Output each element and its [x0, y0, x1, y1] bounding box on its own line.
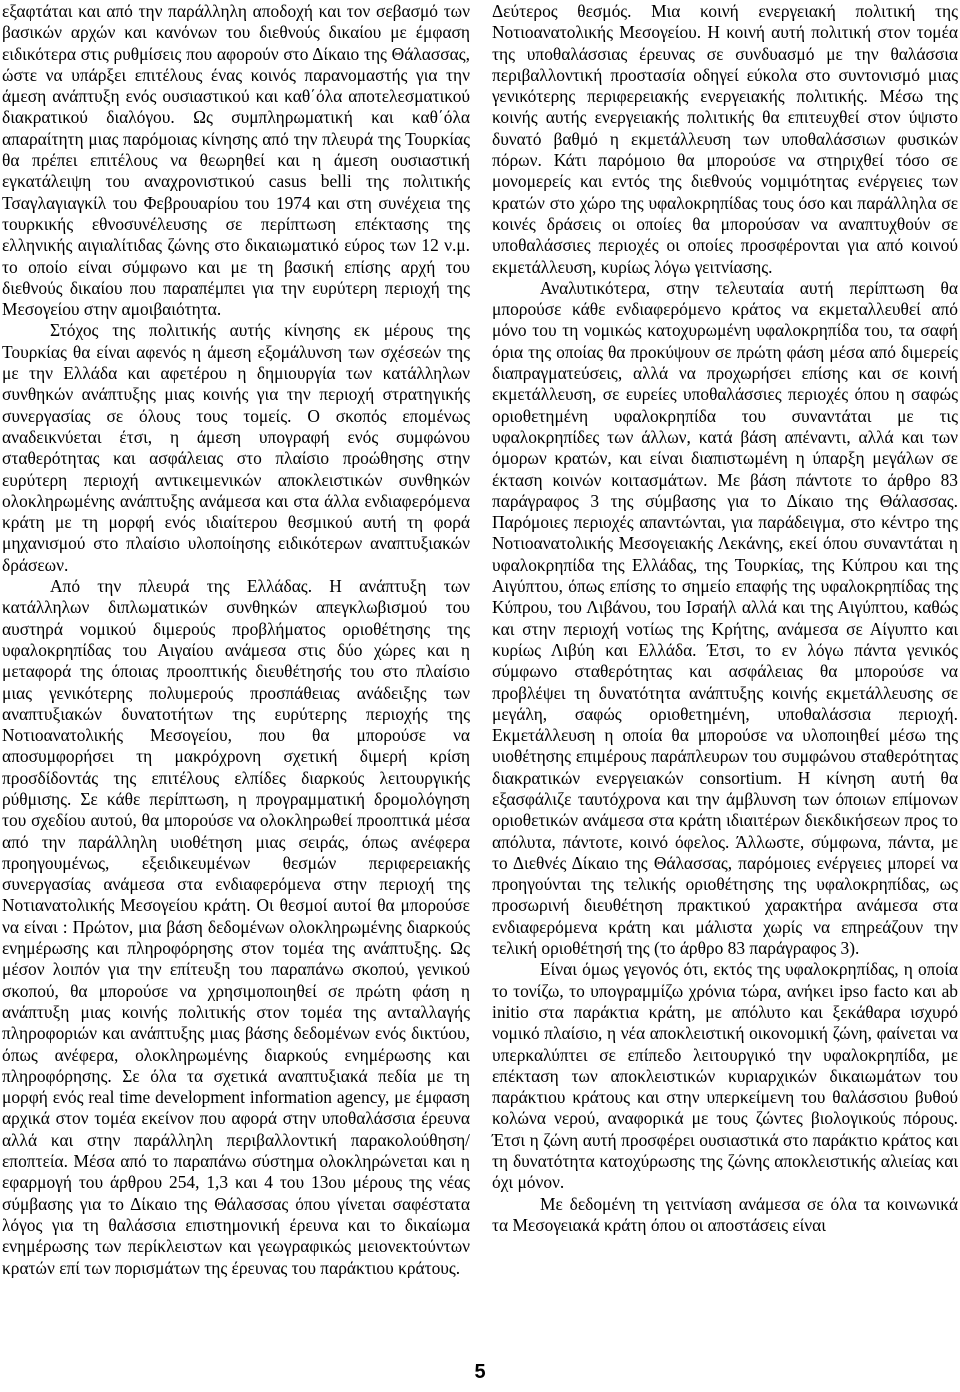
right-paragraph-1: Δεύτερος θεσμός. Μια κοινή ενεργειακή πολιτική της Νοτιοανατολικής Μεσογείου. Η κοινή αυτή πολιτική στον τομέα της υποθαλάσσιας έρευνας σε συνδυασμό με την θαλάσσια περιβαλλοντική προστασία οδηγεί εύκολα στο συντονισμό μιας γενικότερης περιφερειακής ενεργειακής πολιτικής. Μέσω της κοινής αυτής ενεργειακής πολιτικής θα επιτευχθεί στον ύψιστο δυνατό βαθμό η εκμετάλλευση των υποθαλάσσιων φυσικών πόρων. Κάτι παρόμοιο θα μπορούσε να στηριχθεί τόσο σε μονομερείς και εντός της διεθνούς νομιμότητας ενέργειες των κρατών στο χώρο της υφαλοκρηπίδας τους όσο και παράλληλα σε κοινές δράσεις οι οποίες θα μπορούσαν να αναπτυχθούν σε υποθαλάσσιες περιοχές οι οποίες προσφέρονται για από κοινού εκμετάλλευση, κυρίως λόγω γειτνίασης. [492, 1, 958, 277]
left-paragraph-2: Στόχος της πολιτικής αυτής κίνησης εκ μέρους της Τουρκίας θα είναι αφενός η άμεση εξομάλυνση των σχέσεών της με την Ελλάδα και αφετέρου η δημιουργία των κατάλληλων συνθηκών ανάπτυξης μιας κοινής για την περιοχή στρατηγικής συνεργασίας σε όλους τους τομείς. Ο σκοπός επομένως αναδεικνύεται έτσι, η άμεση υπογραφή ενός συμφώνου σταθερότητας και ασφάλειας στο πλαίσιο προώθησης στην ευρύτερη περιοχή αντικειμενικών αποκλειστικών συνθηκών ολοκληρωμένης ανάπτυξης ανάμεσα και στα άλλα ενδιαφερόμενα κράτη με τη μορφή ενός ιδιαίτερου θεσμικού αυτή τη φορά μηχανισμού στο πλαίσιο υλοποίησης ειδικότερων αναπτυξιακών δράσεων. [2, 320, 470, 575]
right-paragraph-3: Είναι όμως γεγονός ότι, εκτός της υφαλοκρηπίδας, η οποία το τονίζω, το υπογραμμίζω χρόνια τώρα, ανήκει ipso facto και ab initio στα παράκτια κράτη, με απόλυτο και ξεκάθαρα ισχυρό νομικό πλαίσιο, η νέα αποκλειστική οικονομική ζώνη, φαίνεται να υπερκαλύπτει σε επίπεδο λειτουργικό την υφαλοκρηπίδα, με επέκταση των αποκλειστικών κυριαρχικών δικαιωμάτων του παράκτιου κράτους και στην υπερκείμενη του θαλάσσιου βυθού κολώνα νερού, αναφορικά με τους ζώντες βιολογικούς πόρους. Έτσι η ζώνη αυτή προσφέρει ουσιαστικά στο παράκτιο κράτος και τη δυνατότητα κατοχύρωσης της ζώνης αποκλειστικής αλιείας και όχι μόνον. [492, 959, 958, 1193]
right-column [492, 0, 960, 1350]
left-paragraph-1: εξαφτάται και από την παράλληλη αποδοχή και τον σεβασμό των βασικών αρχών και κανόνων του διεθνούς δικαίου με έμφαση ειδικότερα στις ρυθμίσεις που αφορούν στο Δίκαιο της Θάλασσας, ώστε να υπάρξει επιτέλους ένας κοινός παρανομαστής για την άμεση ανάπτυξη ενός ουσιαστικού και καθ΄όλα αποτελεσματικού διακρατικού διαλόγου. Ως συμπληρωματική και καθ΄όλα απαραίτητη μιας παρόμοιας κίνησης από την πλευρά της Τουρκίας θα πρέπει επιτέλους να θεωρηθεί και η άμεση ουσιαστική εγκατάλειψη του αναχρονιστικού casus belli της πολιτικής Τσαγλαγιαγκίλ του Φεβρουαρίου του 1974 και στη συνέχεια της τουρκικής εθνοσυνέλευσης σε περίπτωση επέκτασης της ελληνικής αιγιαλίτιδας ζώνης στο δικαιωματικό εύρος των 12 ν.μ. το οποίο είναι σύμφωνο και με τη βασική επίσης αρχή του διεθνούς δικαίου που παραπέμπει για την ευρύτερη περιοχή της Μεσογείου στην αμοιβαιότητα. [2, 1, 470, 320]
left-column [0, 0, 470, 1350]
right-paragraph-4: Με δεδομένη τη γειτνίαση ανάμεσα σε όλα τα κοινωνικά τα Μεσογειακά κράτη όπου οι αποστάσεις είναι [492, 1193, 958, 1235]
left-paragraph-3: Από την πλευρά της Ελλάδας. Η ανάπτυξη των κατάλληλων διπλωματικών συνθηκών απεγκλωβισμού του αυστηρά νομικού διμερούς προβλήματος οριοθέτησης της υφαλοκρηπίδας του Αιγαίου ανάμεσα στις δύο χώρες και η μεταφορά της όποιας προοπτικής διευθέτησής του στο πλαίσιο μιας γενικότερης πολυμερούς προσπάθειας ανάδειξης των αναπτυξιακών δυνατοτήτων της ευρύτερης περιοχής της Νοτιοανατολικής Μεσογείου, που θα μπορούσε να αποσυμφορήσει τη μακρόχρονη σχετική διμερή κρίση προσδίδοντάς της επιτέλους ελπίδες διαρκούς λειτουργικής ρύθμισης. Σε κάθε περίπτωση, η προγραμματική δρομολόγηση του σχεδίου αυτού, θα μπορούσε να ολοκληρωθεί προοπτικά μέσα από την παράλληλη υιοθέτηση μιας σειράς, όπως ανέφερα προηγουμένως, εξειδικευμένων θεσμών περιφερειακής συνεργασίας ανάμεσα στα ενδιαφερόμενα στην περιοχή της Νοτιανατολικής Μεσογείου κράτη. Οι θεσμοί αυτοί θα μπορούσε να είναι : Πρώτον, μια βάση δεδομένων ολοκληρωμένης διαρκούς ενημέρωσης και πληροφόρησης στον τομέα της ανάπτυξης. Ως μέσον λοιπόν για την επίτευξη του παραπάνω σκοπού, γενικού σκοπού, θα μπορούσε να χρησιμοποιηθεί σε πρώτη φάση η ανάπτυξη μιας κοινής πολιτικής στον τομέα της ανταλλαγής πληροφοριών και ανάπτυξης μιας βάσης δεδομένων ενός δικτύου, όπως ανέφερα, ολοκληρωμένης διαρκούς ενημέρωσης και πληροφόρησης. Σε όλα τα σχετικά αναπτυξιακά πεδία με τη μορφή ενός real time development information agency, με έμφαση αρχικά στον τομέα εκείνον που αφορά στην υποθαλάσσια έρευνα αλλά και στην παράλληλη περιβαλλοντική παρακολούθηση/εποπτεία. Μέσα από το παραπάνω σύστημα ολοκληρώνεται και η εφαρμογή του άρθρου 254, 1,3 και 4 του 13ου μέρους της νέας σύμβασης για το Δίκαιο της Θάλασσας όπου γίνεται σαφέστατα λόγος για τη θαλάσσια επιστημονική έρευνα και το δικαίωμα ενημέρωσης των περίκλειστων και γεωγραφικώς μειονεκτούντων κρατών επί των πορισμάτων της έρευνας του παράκτιου κράτους. [2, 576, 470, 1278]
right-paragraph-2: Αναλυτικότερα, στην τελευταία αυτή περίπτωση θα μπορούσε κάθε ενδιαφερόμενο κράτος να εκμεταλλευθεί από μόνο του τη νομικώς κατοχυρωμένη υφαλοκρηπίδα του, τα σαφή όρια της οποίας θα προκύψουν σε πρώτη φάση μέσα από διμερείς διαπραγματεύσεις, αλλά να προχωρήσει επίσης και σε κοινή εκμετάλλευση, σε ευρείες υποθαλάσσιες περιοχές όπου η σαφώς οριοθετημένη υφαλοκρηπίδα του συναντάται με τις υφαλοκρηπίδες των άλλων, κατά βάση απέναντι, αλλά και των όμορων κρατών, και είναι διαπιστωμένη η ύπαρξη μεγάλων σε έκταση κοινών κοιτασμάτων. Με βάση πάντοτε το άρθρο 83 παράγραφος 3 της σύμβασης για το Δίκαιο της Θάλασσας. Παρόμοιες περιοχές απαντώνται, για παράδειγμα, στο κέντρο της Νοτιοανατολικής Μεσογειακής Λεκάνης, εκεί όπου συναντάται η υφαλοκρηπίδα της Ελλάδας, της Τουρκίας, της Κύπρου και της Αιγύπτου, όπως επίσης το σημείο επαφής της υφαλοκρηπίδας της Κύπρου, του Λιβάνου, του Ισραήλ αλλά και της Αιγύπτου, καθώς και στην περιοχή νοτίως της Κρήτης, ανάμεσα σε Αίγυπτο και κυρίως Λιβύη και Ελλάδα. Έτσι, το εν λόγω πάντα γενικός σύμφωνο σταθερότητας και ασφάλειας θα μπορούσε να προβλέψει τη δυνατότητα ανάπτυξης κοινής εκμετάλλευσης σε μεγάλη, σαφώς οριοθετημένη, υποθαλάσσια περιοχή. Εκμετάλλευση η οποία θα μπορούσε να υλοποιηθεί μέσω της υιοθέτησης επιμέρους παράπλευρων του συμφώνου σταθερότητας διακρατικών ενεργειακών consortium. Η κίνηση αυτή θα εξασφάλιζε ταυτόχρονα και την άμβλυνση των όποιων επίμονων οριοθετικών ανάμεσα στα κράτη ιδιαιτέρων διεκδικήσεων προς το απόλυτα, πάντοτε, κοινό όφελος. Άλλωστε, σύμφωνα, πάντα, με το Διεθνές Δίκαιο της Θάλασσας, παρόμοιες ενέργειες μπορεί να προηγούνται της τελικής οριοθέτησης της υφαλοκρηπίδας, ως προσωρινή διευθέτηση πρακτικού χαρακτήρα ανάμεσα στα ενδιαφερόμενα κράτη και μάλιστα χωρίς να επηρεάζουν την τελική οριοθέτησή της (το άρθρο 83 παράγραφος 3). [492, 277, 958, 959]
page-number: 5 [474, 1361, 486, 1383]
